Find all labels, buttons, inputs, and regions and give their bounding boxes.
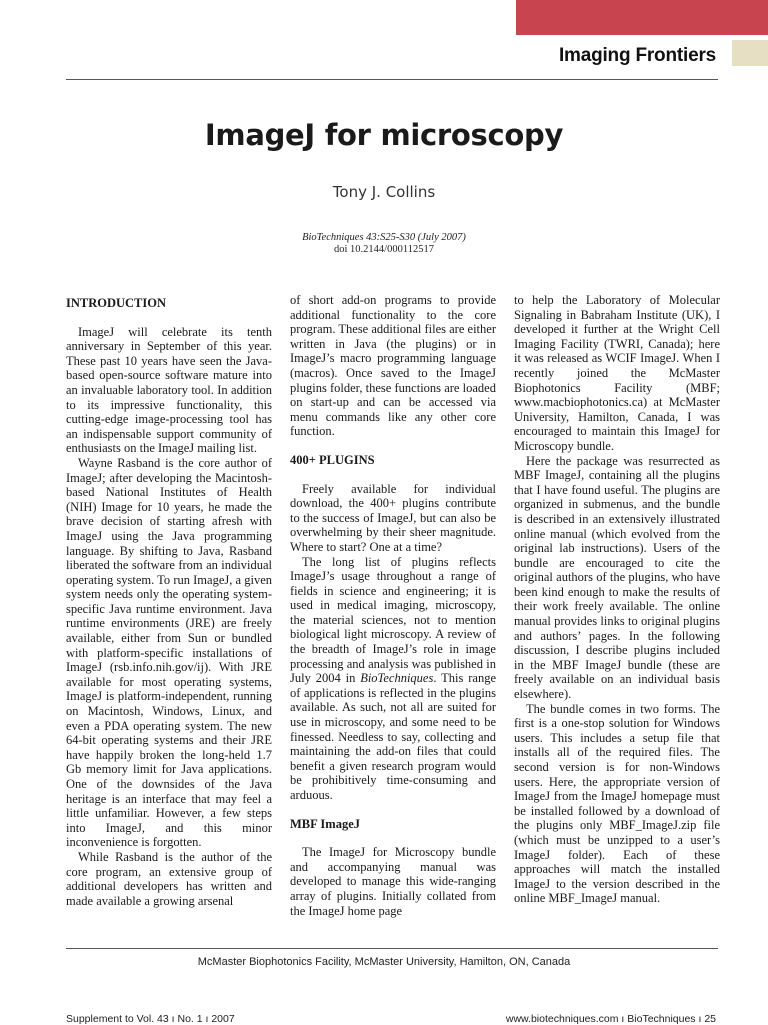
column-1	[66, 293, 272, 908]
article-author: Tony J. Collins	[332, 183, 436, 201]
column-2	[290, 293, 496, 918]
header-accent-bar	[516, 0, 768, 35]
doi: doi 10.2144/000112517	[334, 244, 434, 255]
text-span: The long list of plugins reflects ImageJ’s usage throughout a range of fields in science and engineering; it is used in medical imaging, microscopy, the material sciences, not to mention biological light microscopy. A review of the breadth of ImageJ’s role in image processing and analysis was published in July 2004 in	[290, 554, 496, 686]
journal-name: BioTechniques	[360, 671, 434, 686]
paragraph: to help the Laboratory of Molecular Signaling in Babraham Institute (UK), I developed it further at the Wright Cell Imaging Facility (TWRI, Canada); here it was released as WCIF ImageJ. When I recently joined the McMaster Biophotonics Facility (MBF; www.macbiophotonics.ca) at McMaster University, Hamilton, Canada, I was encouraged to maintain this ImageJ for Microscopy bundle.	[514, 293, 720, 453]
paragraph: While Rasband is the author of the core program, an extensive group of additional developers has written and made available a growing arsenal	[66, 849, 272, 908]
affiliation: McMaster Biophotonics Facility, McMaster University, Hamilton, ON, Canada	[197, 956, 571, 968]
paragraph: ImageJ will celebrate its tenth anniversary in September of this year. These past 10 years have seen the Java-based open-source software mature into an invaluable laboratory tool. In addition to its impressive functionality, this cutting-edge image-processing tool has an indispensable support community of enthusiasts on the ImageJ mailing list.	[66, 324, 272, 456]
paragraph: The bundle comes in two forms. The first is a one-stop solution for Windows users. This includes a setup file that installs all of the required files. The second version is for non-Windows users. Here, the appropriate version of ImageJ from the ImageJ homepage must be installed followed by a download of the plugins only MBF_ImageJ.zip file (which must be unzipped to a user’s ImageJ folder). Each of these approaches will match the installed ImageJ to the version described in the online MBF_ImageJ manual.	[514, 701, 720, 906]
paragraph: The ImageJ for Microscopy bundle and accompanying manual was developed to manage this wide-ranging array of plugins. Initially collated from the ImageJ home page	[290, 845, 496, 918]
paragraph: Freely available for individual download, the 400+ plugins contribute to the success of ImageJ, but can also be overwhelming by their sheer magnitude. Where to start? One at a time?	[290, 481, 496, 554]
column-3	[514, 293, 720, 906]
heading-introduction: INTRODUCTION	[66, 296, 167, 310]
heading-plugins: 400+ PLUGINS	[290, 452, 375, 467]
paragraph: Wayne Rasband is the core author of ImageJ; after developing the Macintosh-based National Institutes of Health (NIH) Image for 10 years, he made the brave decision of starting afresh with ImageJ using the Java programming language. By shifting to Java, Rasband liberated the software from an individual operating system. To run ImageJ, a given system needs only the operating system-specific Java runtime environment. Java runtime environments (JRE) are freely available, either from Sun or bundled with platform-specific installations of ImageJ (rsb.info.nih.gov/ij). With JRE available for most operating systems, ImageJ is platform-independent, running on Macintosh, Windows, Linux, and even a PDA operating system. The new 64-bit operating systems and their JRE have happily broken the long-held 1.7 Gb memory limit for Java applications. One of the downsides of the Java heritage is an interface that may feel a little unfamiliar. However, a few steps into ImageJ, and this minor inconvenience is forgotten.	[66, 455, 272, 850]
section-label: Imaging Frontiers	[558, 45, 716, 66]
journal-issue: Supplement to Vol. 43 ı No. 1 ı 2007	[66, 1013, 235, 1025]
article-title: ImageJ for microscopy	[204, 118, 564, 152]
footer-rule	[66, 948, 718, 949]
heading-mbf-imagej: MBF ImageJ	[290, 816, 361, 831]
page-footer-right: www.biotechniques.com ı BioTechniques ı 25	[505, 1013, 716, 1025]
paragraph: of short add-on programs to provide additional functionality to the core program. These additional files are either written in Java (the plugins) or in ImageJ’s macro programming language (macros). Once saved to the ImageJ plugins folder, these functions are loaded on start-up and can be accessed via menu commands like any other core function.	[290, 293, 496, 439]
section-tab	[732, 40, 768, 66]
citation-block	[0, 232, 768, 256]
citation: BioTechniques 43:S25-S30 (July 2007)	[302, 232, 466, 243]
header-rule	[66, 79, 718, 80]
text-span: . This range of applications is reflected in the plugins available. As such, not all are suited for use in microscopy, and some need to be finessed. Needless to say, collecting and maintaining the add-on files that could benefit a given research program would be prohibitively time-consuming and arduous.	[290, 671, 496, 802]
paragraph	[290, 555, 496, 803]
paragraph: Here the package was resurrected as MBF ImageJ, containing all the plugins that I have found useful. The plugins are organized in submenus, and the bundle is described in an extensively illustrated online manual (which evolved from the original lab instructions). Users of the bundle are encouraged to cite the original authors of the plugins, who have been kind enough to make the results of their work freely available. The online manual provides links to original plugins and authors’ pages. In the following discussion, I describe plugins included in the MBF ImageJ bundle (these are freely available on an individual basis elsewhere).	[514, 453, 720, 702]
